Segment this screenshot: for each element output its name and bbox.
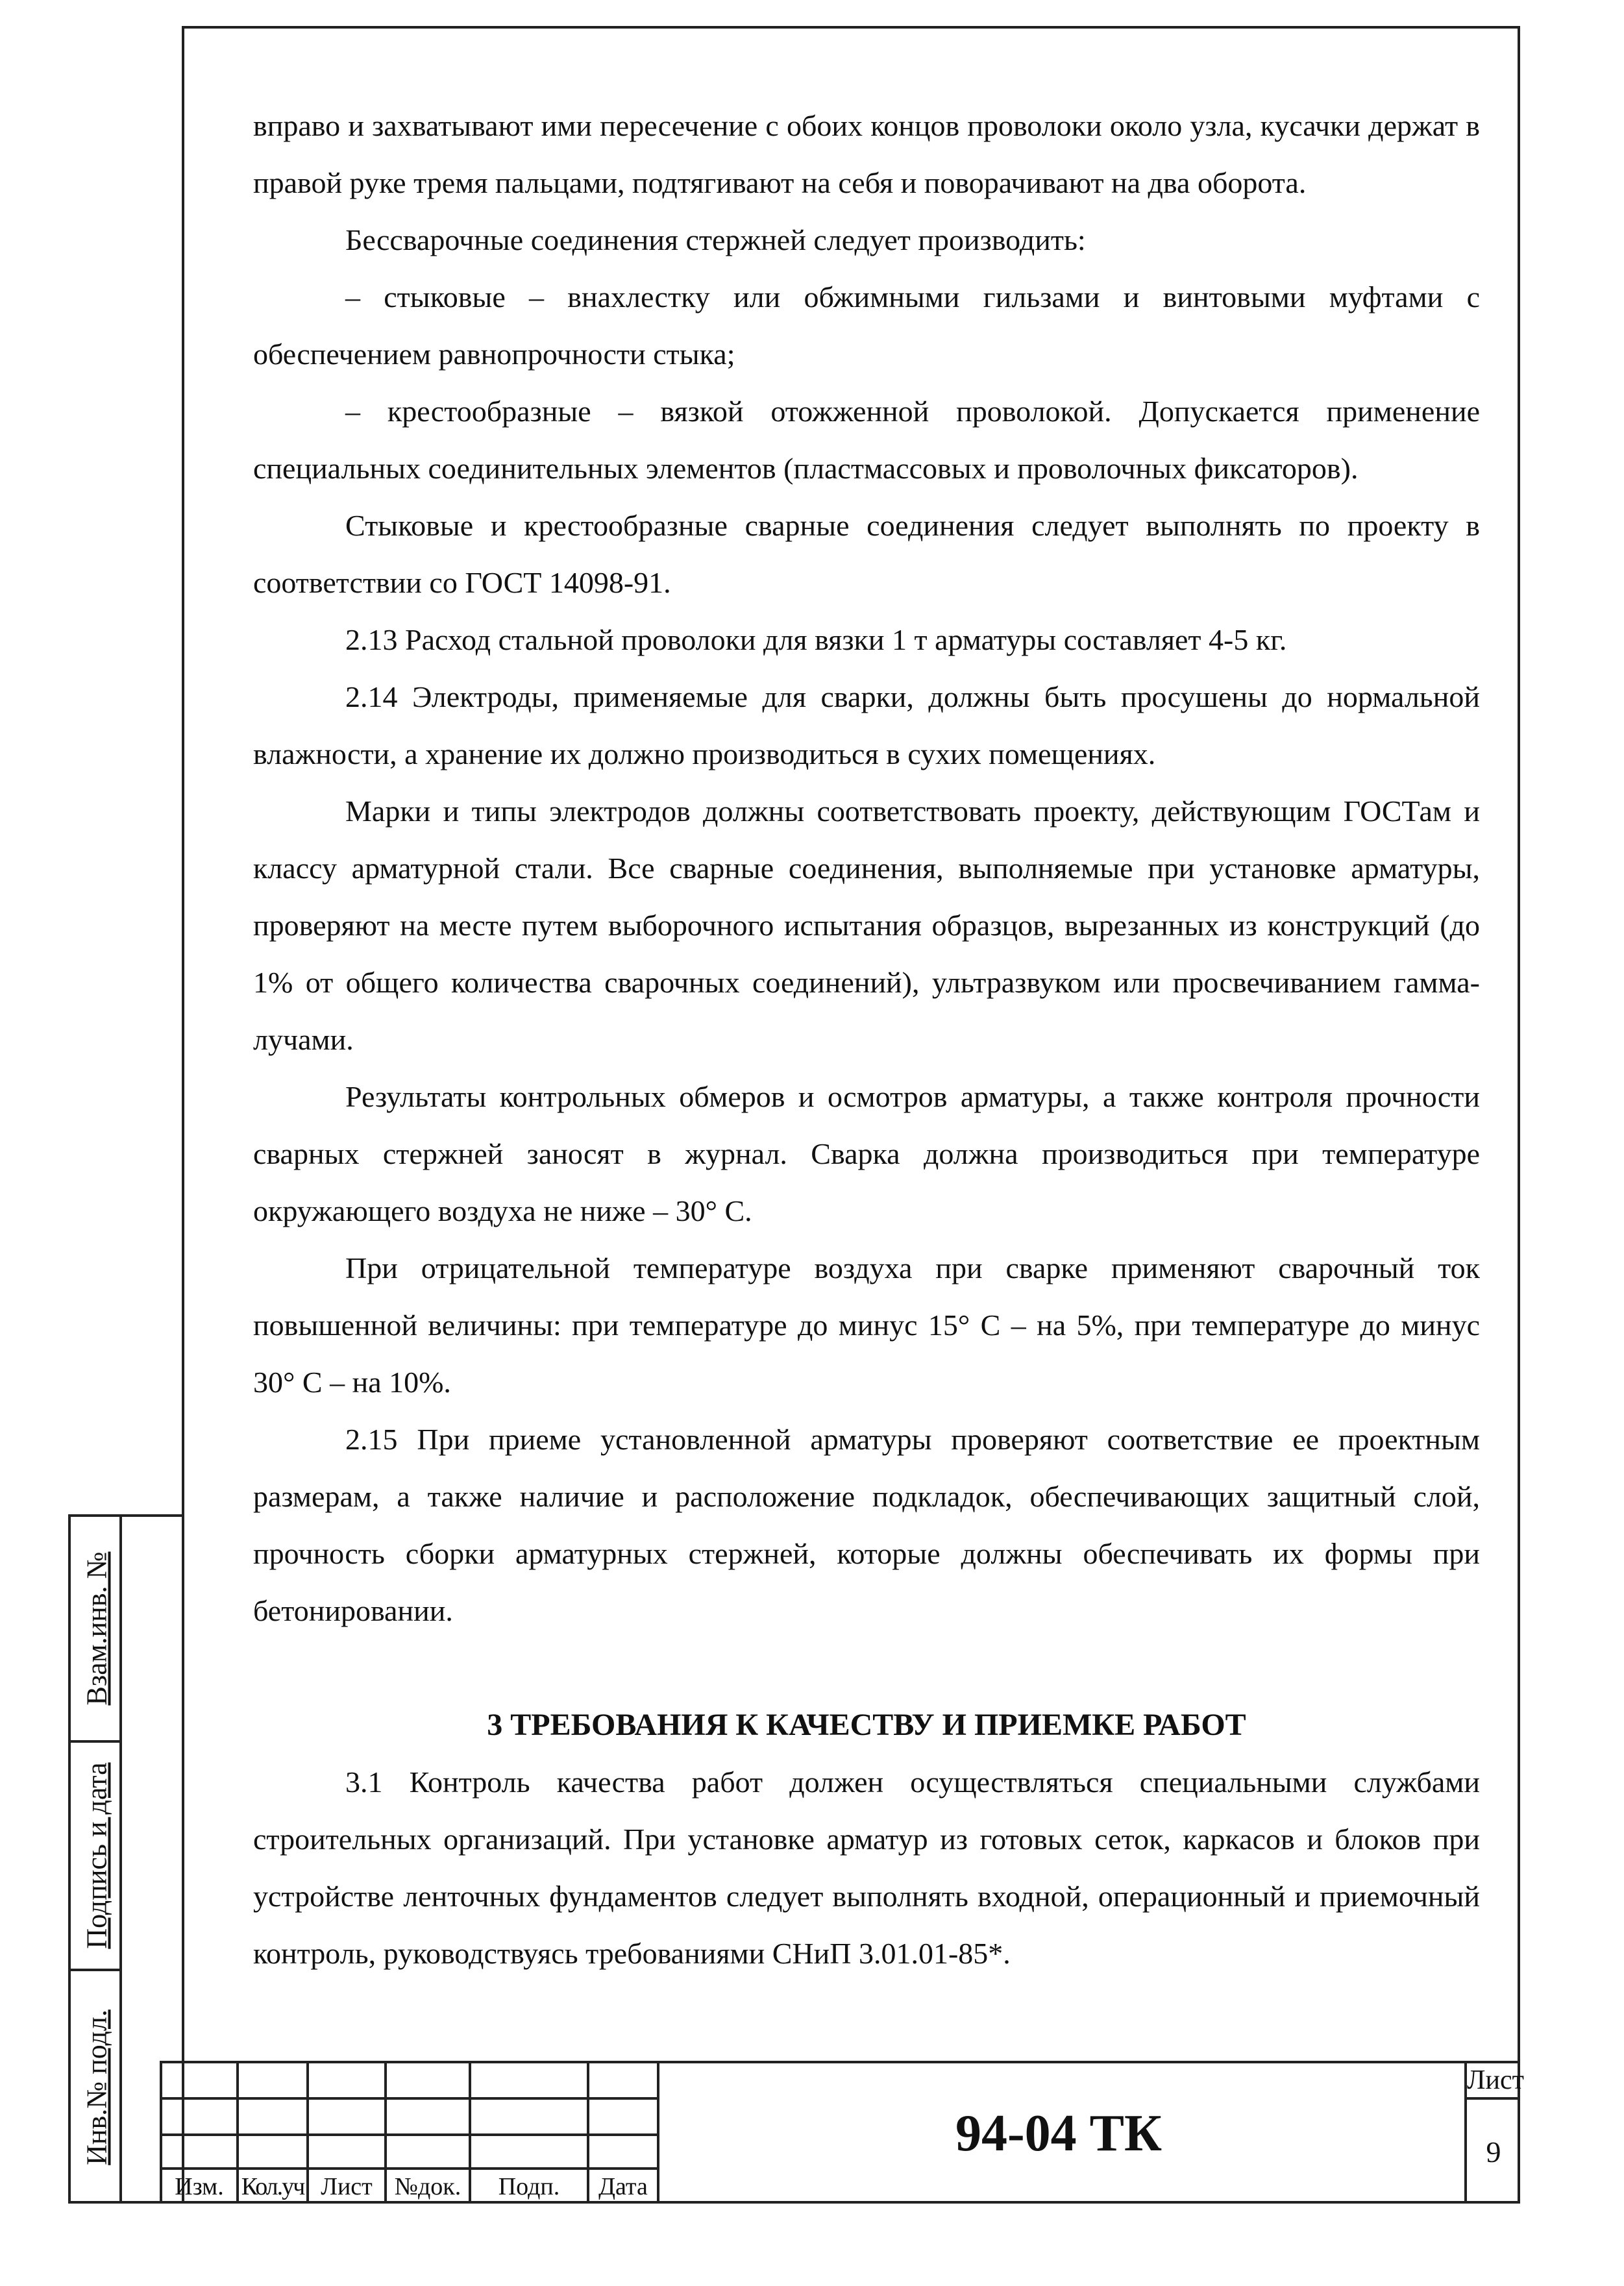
paragraph: вправо и захватывают ими пересечение с обоих концов проволоки около узла, кусачки держат в правой руке тремя пальцами, подтягивают на себя и поворачивают на два оборота. — [253, 109, 1480, 199]
title-block-col-docnum: №док. — [394, 2173, 461, 2200]
sheet-number: 9 — [1486, 2135, 1501, 2169]
paragraph: Бессварочные соединения стержней следует производить: — [345, 223, 1086, 256]
side-stamp-replacement-label: Взам.инв. № — [80, 1551, 112, 1706]
sheet-number-box — [1464, 2063, 1524, 2204]
side-stamp-inventory — [71, 1971, 122, 2204]
title-block-col-count: Кол.уч — [241, 2173, 304, 2200]
paragraph: Марки и типы электродов должны соответствовать проекту, действующим ГОСТам и классу арматурной стали. Все сварные соединения, выполняемые при установке арматуры, проверяют на месте путем выборочного испытания образцов, вырезанных из конструкций (до 1% от общего количества сварочных соединений), ультразвуком или просвечиванием гамма-лучами. — [253, 794, 1480, 1056]
document-body — [253, 97, 1480, 1982]
paragraph: Стыковые и крестообразные сварные соединения следует выполнять по проекту в соответствии со ГОСТ 14098-91. — [253, 509, 1480, 599]
side-stamp-signature — [71, 1743, 122, 1971]
title-block — [160, 2061, 1524, 2204]
title-block-col-change: Изм. — [175, 2173, 224, 2200]
paragraph: 3.1 Контроль качества работ должен осуществляться специальными службами строительных организаций. При установке арматур из готовых сеток, каркасов и блоков при устройстве ленточных фундаментов следует выполнять входной, операционный и приемочный контроль, руководствуясь требованиями СНиП 3.01.01-85*. — [253, 1765, 1480, 1970]
title-block-col-sheet: Лист — [321, 2173, 373, 2200]
title-block-col-signature: Подп. — [498, 2173, 560, 2200]
side-stamp-signature-label: Подпись и дата — [80, 1762, 112, 1949]
sheet-label: Лист — [1467, 2063, 1520, 2100]
paragraph: При отрицательной температуре воздуха при сварке применяют сварочный ток повышенной величины: при температуре до минус 15° С – на 5%, при температуре до минус 30° С – на 10%. — [253, 1251, 1480, 1399]
paragraph: – стыковые – внахлестку или обжимными гильзами и винтовыми муфтами с обеспечением равнопрочности стыка; — [253, 280, 1480, 371]
side-stamp-replacement — [71, 1517, 122, 1743]
side-stamp-inventory-label: Инв.№ подл. — [80, 2009, 112, 2165]
paragraph: 2.13 Расход стальной проволоки для вязки 1 т арматуры составляет 4-5 кг. — [345, 623, 1287, 656]
paragraph: 2.15 При приеме установленной арматуры проверяют соответствие ее проектным размерам, а также наличие и расположение подкладок, обеспечивающих защитный слой, прочность сборки арматурных стержней, которые должны обеспечивать их формы при бетонировании. — [253, 1423, 1480, 1627]
title-block-grid — [160, 2063, 659, 2204]
paragraph: – крестообразные – вязкой отожженной проволокой. Допускается применение специальных соединительных элементов (пластмассовых и проволочных фиксаторов). — [253, 395, 1480, 485]
paragraph: 2.14 Электроды, применяемые для сварки, должны быть просушены до нормальной влажности, а хранение их должно производиться в сухих помещениях. — [253, 680, 1480, 770]
section-heading: 3 ТРЕБОВАНИЯ К КАЧЕСТВУ И ПРИЕМКЕ РАБОТ — [487, 1708, 1246, 1742]
document-code: 94-04 ТК — [955, 2104, 1162, 2162]
paragraph: Результаты контрольных обмеров и осмотров арматуры, а также контроля прочности сварных стержней заносят в журнал. Сварка должна производиться при температуре окружающего воздуха не ниже – 30° С. — [253, 1080, 1480, 1227]
title-block-col-date: Дата — [598, 2173, 648, 2200]
